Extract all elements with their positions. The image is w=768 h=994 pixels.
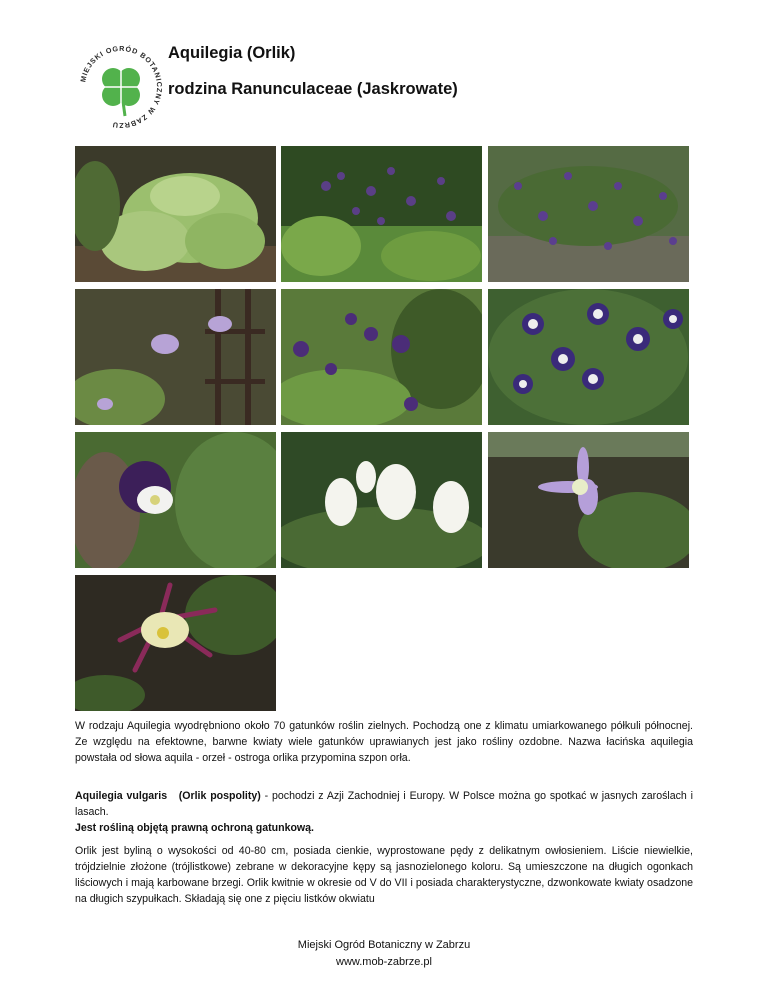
species-name: Aquilegia vulgaris [75,790,168,802]
description-paragraph: Orlik jest byliną o wysokości od 40-80 cm, posiada cienkie, wyprostowane pędy z delikatnym owłosieniem. Liście niewielkie, trójdzielnie złożone (trójlistkowe) zebrane w dekoracyjne kępy są jasnozielonego koloru. Są umieszczone na długich ogonkach liściowych i mają karbowane brzegi. Orlik kwitnie w okresie od V do VII i posiada charakterystyczne, dzwonkowate kwiaty osadzone na długich szypułkach. Składają się one z pięciu listków okwiatu [75,845,693,905]
page-subtitle: rodzina Ranunculaceae (Jaskrowate) [168,80,458,98]
photo-2 [281,146,482,282]
photo-3 [488,146,689,282]
photo-6 [488,289,689,425]
photo-1 [75,146,276,282]
intro-paragraph: W rodzaju Aquilegia wyodrębniono około 70 gatunków roślin zielnych. Pochodzą one z klimatu umiarkowanego półkuli północnej. Ze względu na efektowne, barwne kwiaty wiele gatunków uprawianych jest jako rośliny ozdobne. Nazwa łacińska aquilegia powstała od słowa aquila - orzeł - ostroga orlika przypomina szpon orła. [75,720,693,764]
garden-logo [78,44,164,130]
footer-org-name: Miejski Ogród Botaniczny w Zabrzu [297,939,471,951]
photo-9 [488,432,689,568]
photo-7 [75,432,276,568]
species-common-name: (Orlik pospolity) [178,790,261,802]
species-origin: - pochodzi z Azji Zachodniej i Europy. W Polsce można go spotkać w jasnych zaroślach i lasach. [75,790,694,818]
species-paragraph [75,788,693,836]
photo-8 [281,432,482,568]
photo-4 [75,289,276,425]
logo-ring-text: MIEJSKI OGRÓD BOTANICZNY W ZABRZU [78,44,164,130]
footer-website: www.mob-zabrze.pl [336,956,432,968]
photo-5 [281,289,482,425]
photo-10 [75,575,276,711]
page-title: Aquilegia (Orlik) [168,44,296,62]
protection-note: Jest rośliną objętą prawną ochroną gatunkową. [75,822,315,834]
